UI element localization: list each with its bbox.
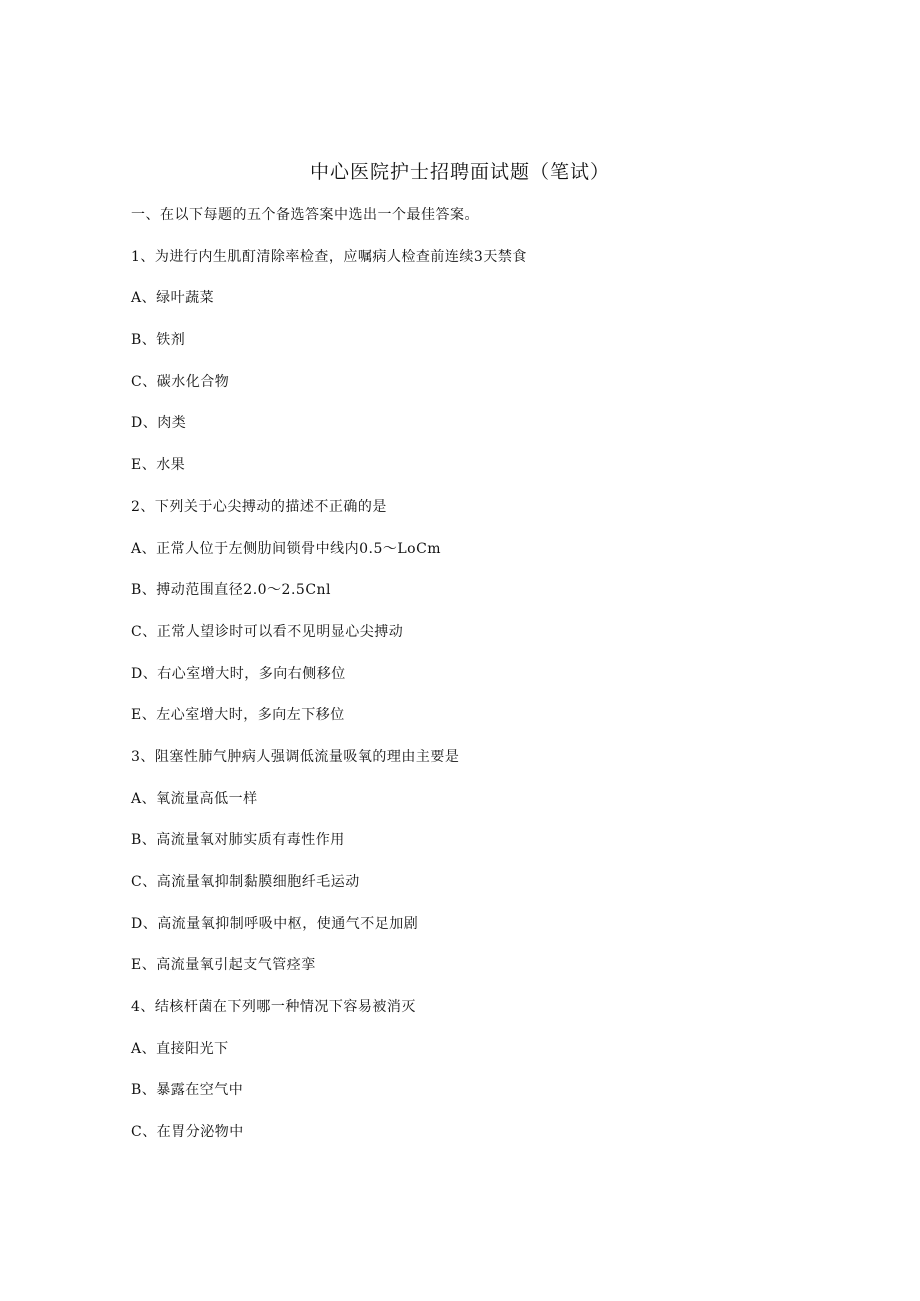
question-3-option-b: B、高流量氧对肺实质有毒性作用 [131,832,345,849]
question-2: 2、下列关于心尖搏动的描述不正确的是 [131,498,387,515]
section-heading: 一、在以下每题的五个备选答案中选出一个最佳答案。 [131,207,479,223]
question-2-option-b: B、搏动范围直径2.0～2.5Cnl [131,582,332,599]
question-4-option-a: A、直接阳光下 [131,1040,229,1057]
question-4: 4、结核杆菌在下列哪一种情况下容易被消灭 [131,999,416,1016]
question-2-option-e: E、左心室增大时，多向左下移位 [131,707,345,724]
question-2-option-c: C、正常人望诊时可以看不见明显心尖搏动 [131,623,404,640]
question-1-option-b: B、铁剂 [131,332,186,349]
question-4-option-c: C、在胃分泌物中 [131,1124,244,1141]
question-list [131,204,851,1163]
question-3-option-e: E、高流量氧引起支气管痉挛 [131,957,316,974]
question-1-option-d: D、肉类 [131,415,187,432]
question-4-option-b: B、暴露在空气中 [131,1082,244,1099]
document-title: 中心医院护士招聘面试题（笔试） [309,161,610,183]
question-3-option-a: A、氧流量高低一样 [131,790,258,807]
question-1-option-a: A、绿叶蔬菜 [131,290,215,307]
question-3: 3、阻塞性肺气肿病人强调低流量吸氧的理由主要是 [131,748,460,765]
question-1: 1、为进行内生肌酊清除率检查，应嘱病人检查前连续3天禁食 [131,248,527,265]
question-3-option-c: C、高流量氧抑制黏膜细胞纤毛运动 [131,874,360,890]
question-3-option-d: D、高流量氧抑制呼吸中枢，使通气不足加剧 [131,915,419,932]
question-1-option-c: C、碳水化合物 [131,373,230,390]
question-2-option-a: A、正常人位于左侧肋间锁骨中线内0.5～LoCm [131,540,442,557]
question-1-option-e: E、水果 [131,457,186,474]
question-2-option-d: D、右心室增大时，多向右侧移位 [131,665,346,682]
